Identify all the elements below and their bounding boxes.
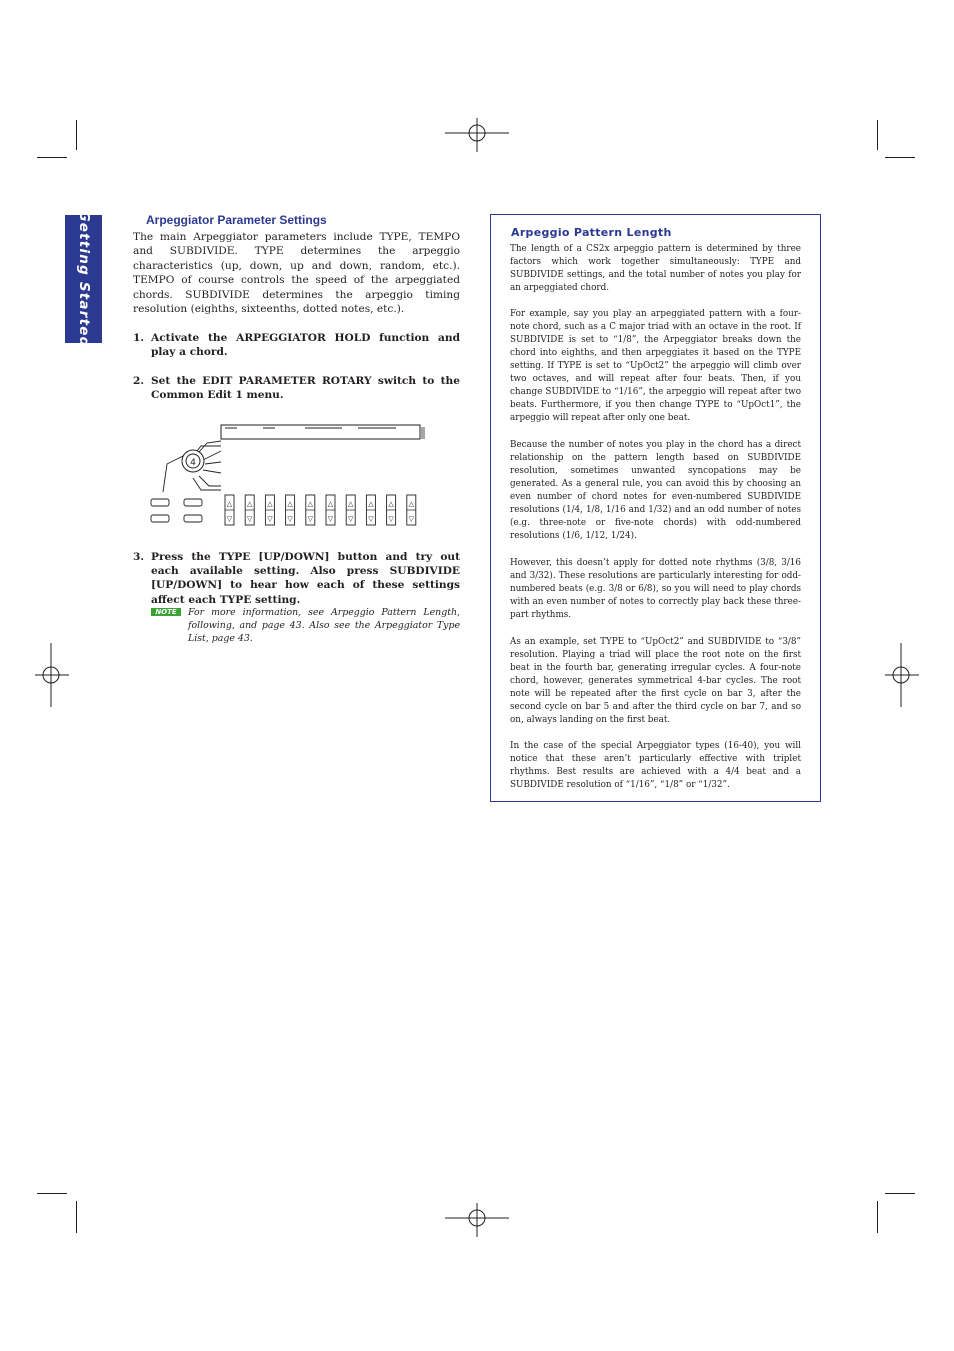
up-down-button-pair xyxy=(286,495,295,525)
registration-mark-bottom xyxy=(445,1203,509,1237)
intro-paragraph: The main Arpeggiator parameters include TYPE, TEMPO and SUBDIVIDE. TYPE determines the arpeggio characteristics (up, down, up and down, random, etc.). TEMPO of course controls the speed of the arpeggiated chords. SUBDIVIDE determines the arpeggio timing resolution (eighths, sixteenths, dotted notes, etc.). xyxy=(133,231,460,316)
up-down-button-pair xyxy=(346,495,355,525)
info-paragraph: As an example, set TYPE to “UpOct2” and SUBDIVIDE to “3/8” resolution. Playing a triad will place the root note on the first beat in the fourth bar, generating irregular cycles. A four-note chord, however, generates symmetrical 4-bar cycles. The root note will be repeated after the first cycle on bar 3, after the second cycle on bar 5 and after the third cycle on bar 7, and so on, always landing on the first beat. xyxy=(510,637,801,725)
step-2 xyxy=(133,374,460,402)
up-down-button-pair xyxy=(326,495,335,525)
note-icon: NOTE xyxy=(151,608,181,616)
lcd-display xyxy=(221,425,420,439)
info-paragraph: The length of a CS2x arpeggio pattern is determined by three factors which work together simultaneously: TYPE and SUBDIVIDE settings, and the total number of notes you play for an arpeggiated chord. xyxy=(510,244,801,293)
step-number: 3. xyxy=(133,551,145,563)
down-arrow-icon: ▽ xyxy=(348,515,354,523)
step-number: 1. xyxy=(133,332,145,344)
up-arrow-icon: △ xyxy=(408,500,414,508)
section-tab-label: Getting Started xyxy=(75,210,92,348)
step-number: 2. xyxy=(133,375,145,387)
down-arrow-icon: ▽ xyxy=(307,515,313,523)
up-down-button-pair xyxy=(245,495,254,525)
front-panel-diagram xyxy=(145,420,425,528)
svg-text:4: 4 xyxy=(190,458,196,468)
section-tab xyxy=(65,210,102,348)
down-arrow-icon: ▽ xyxy=(267,515,273,523)
up-arrow-icon: △ xyxy=(307,500,313,508)
down-arrow-icon: ▽ xyxy=(388,515,394,523)
note-text: For more information, see Arpeggio Pattern Length, following, and page 43. Also see the Arpeggiator Type List, page 43. xyxy=(188,607,460,644)
registration-mark-right xyxy=(885,643,919,707)
down-arrow-icon: ▽ xyxy=(226,515,233,523)
down-arrow-icon: ▽ xyxy=(287,515,293,523)
info-box-title: Arpeggio Pattern Length xyxy=(511,226,672,239)
up-down-button-pair xyxy=(407,495,416,525)
info-paragraph: However, this doesn’t apply for dotted note rhythms (3/8, 3/16 and 3/32). These resolutions are particularly interesting for odd-numbered beats (e.g. 3/8 or 6/8), so you will need to play chords with an even number of notes to correctly play back these three-part rhythms. xyxy=(510,558,801,620)
up-down-button-pair xyxy=(225,495,234,525)
up-arrow-icon: △ xyxy=(267,500,273,508)
registration-mark-left xyxy=(35,643,69,707)
step-1 xyxy=(133,331,460,359)
step-text: Press the TYPE [UP/DOWN] button and try out each available setting. Also press SUBDIVIDE [UP/DOWN] to hear how each of these settings affect each TYPE setting. xyxy=(151,551,460,606)
info-paragraph: In the case of the special Arpeggiator types (16-40), you will notice that these aren’t particularly effective with triplet rhythms. Best results are achieved with a 4/4 beat and a SUBDIVIDE resolution of “1/16”, “1/8” or “1/32”. xyxy=(510,741,801,790)
step-3 xyxy=(133,550,460,607)
up-down-button-pair xyxy=(265,495,274,525)
up-arrow-icon: △ xyxy=(287,500,293,508)
up-down-button-pair xyxy=(366,495,375,525)
info-paragraph: For example, say you play an arpeggiated pattern with a four-note chord, such as a C major triad with an octave in the root. If SUBDIVIDE is set to “1/8”, the Arpeggiator breaks down the chord into eighths, and then arpeggiates it based on the TYPE setting. If TYPE is set to “UpOct2” the arpeggio will climb over two octaves, and will repeat after four beats. Then, if you change SUBDIVIDE to “1/16”, the arpeggio will repeat after two beats. Furthermore, if you then change TYPE to “UpOct1”, the arpeggio will repeat after only one beat. xyxy=(510,309,801,423)
registration-mark-top xyxy=(445,118,509,152)
down-arrow-icon: ▽ xyxy=(327,515,334,523)
up-arrow-icon: △ xyxy=(247,500,253,508)
up-down-button-pair xyxy=(387,495,396,525)
up-down-button-pair xyxy=(306,495,315,525)
down-arrow-icon: ▽ xyxy=(408,515,414,523)
up-arrow-icon: △ xyxy=(368,500,374,508)
up-arrow-icon: △ xyxy=(226,500,233,508)
up-arrow-icon: △ xyxy=(348,500,354,508)
info-paragraph: Because the number of notes you play in the chord has a direct relationship on the pattern length based on SUBDIVIDE resolution, sometimes unwanted syncopations may be generated. As a general rule, you can avoid this by choosing an even number of chord notes for even-numbered SUBDIVIDE resolutions (1/4, 1/8, 1/16 and 1/32) and an odd number of notes (e.g. three-note or five-note chords) with odd-numbered resolutions (1/6, 1/12, 1/24). xyxy=(510,440,801,541)
down-arrow-icon: ▽ xyxy=(247,515,253,523)
step-text: Set the EDIT PARAMETER ROTARY switch to the Common Edit 1 menu. xyxy=(151,375,460,402)
step-text: Activate the ARPEGGIATOR HOLD function and play a chord. xyxy=(151,332,460,359)
up-arrow-icon: △ xyxy=(327,500,334,508)
section-heading: Arpeggiator Parameter Settings xyxy=(146,213,327,227)
up-arrow-icon: △ xyxy=(388,500,394,508)
down-arrow-icon: ▽ xyxy=(368,515,374,523)
